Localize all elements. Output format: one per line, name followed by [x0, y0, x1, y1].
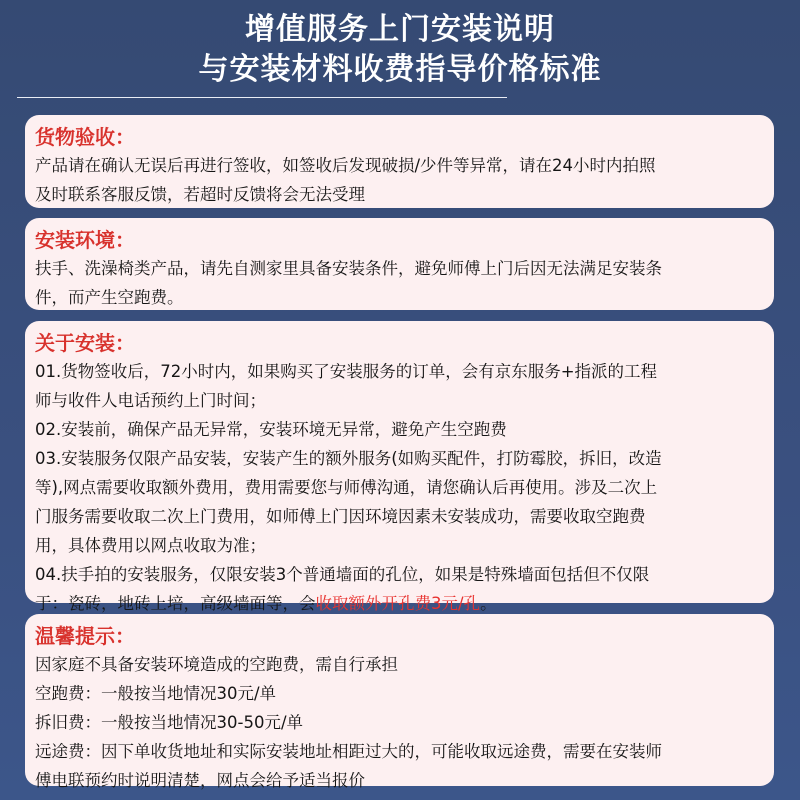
section-title: 温馨提示：: [35, 624, 135, 648]
section-line: 傅电联预约时说明清楚，网点会给予适当报价: [35, 771, 365, 790]
section-line: 拆旧费：一般按当地情况30-50元/单: [35, 713, 304, 732]
section-line: 01.货物签收后，72小时内，如果购买了安装服务的订单，会有京东服务+指派的工程: [35, 362, 658, 381]
section-line: 02.安装前，确保产品无异常，安装环境无异常，避免产生空跑费: [35, 420, 507, 439]
page-title-line-2: 与安装材料收费指导价格标准: [198, 52, 602, 87]
card-goods-acceptance: [25, 115, 774, 208]
card-warm-tips: [25, 614, 774, 790]
section-line: 扶手、洗澡椅类产品，请先自测家里具备安装条件，避免师傅上门后因无法满足安装条: [35, 259, 662, 278]
section-line: 空跑费：一般按当地情况30元/单: [35, 684, 277, 703]
section-line: 产品请在确认无误后再进行签收，如签收后发现破损/少件等异常，请在24小时内拍照: [35, 156, 656, 175]
card-about-installation: [25, 321, 774, 613]
line-prefix: 于：瓷砖，地砖上培，高级墙面等，会: [35, 594, 316, 613]
section-line: 师与收件人电话预约上门时间；: [35, 391, 266, 410]
page-header: [0, 0, 800, 98]
section-line: 件，而产生空跑费。: [35, 288, 184, 307]
section-title: 货物验收：: [35, 125, 135, 149]
section-line: 等),网点需要收取额外费用，费用需要您与师傅沟通，请您确认后再使用。涉及二次上: [35, 478, 658, 497]
section-line: 用，具体费用以网点收取为准；: [35, 536, 266, 555]
hole-fee-highlight: 收取额外开孔费3元/孔: [315, 594, 481, 613]
page-title-line-1: 增值服务上门安装说明: [245, 12, 555, 47]
section-line: 门服务需要收取二次上门费用，如师傅上门因环境因素未安装成功，需要收取空跑费: [35, 507, 646, 526]
section-line: 03.安装服务仅限产品安装，安装产生的额外服务(如购买配件，打防霉胶，拆旧，改造: [35, 449, 662, 468]
section-line: 远途费：因下单收货地址和实际安装地址相距过大的，可能收取远途费，需要在安装师: [35, 742, 662, 761]
section-line: 04.扶手拍的安装服务，仅限安装3个普通墙面的孔位，如果是特殊墙面包括但不仅限: [35, 565, 650, 584]
card-install-environment: [25, 218, 774, 310]
section-title: 安装环境：: [35, 228, 135, 252]
header-divider: [17, 97, 507, 98]
section-line: 因家庭不具备安装环境造成的空跑费，需自行承担: [35, 655, 398, 674]
line-suffix: 。: [480, 594, 497, 613]
section-title: 关于安装：: [35, 331, 135, 355]
section-line: 及时联系客服反馈，若超时反馈将会无法受理: [35, 185, 365, 204]
